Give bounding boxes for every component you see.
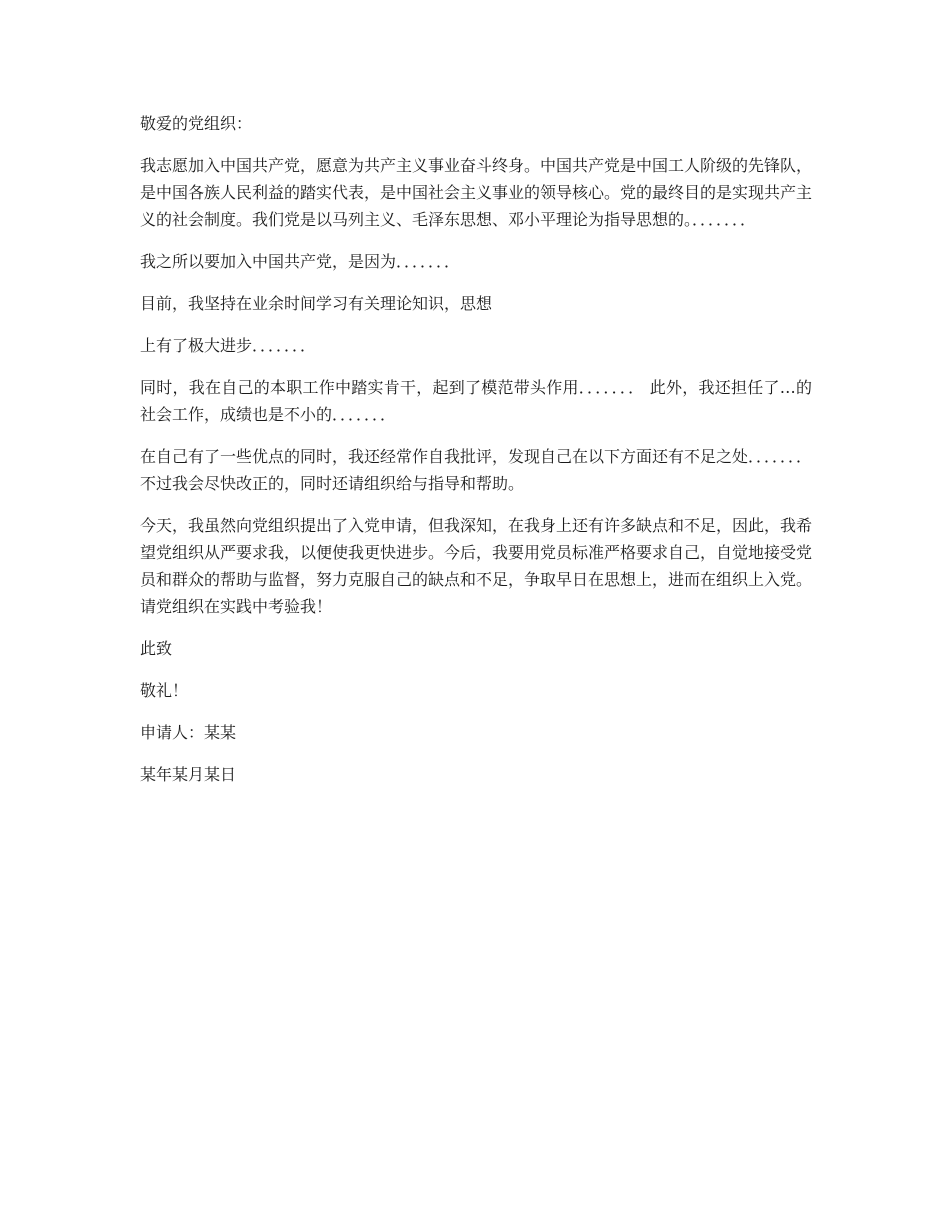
paragraph-6: 在自己有了一些优点的同时，我还经常作自我批评，发现自己在以下方面还有不足之处．．．．．．． 不过我会尽快改正的，同时还请组织给与指导和帮助。	[140, 447, 818, 493]
regards: 敬礼！	[140, 681, 189, 700]
application-letter	[140, 110, 818, 803]
applicant-signature: 申请人：某某	[140, 723, 237, 742]
closing: 此致	[140, 639, 173, 658]
salutation: 敬爱的党组织：	[140, 114, 253, 133]
paragraph-1: 我志愿加入中国共产党，愿意为共产主义事业奋斗终身。中国共产党是中国工人阶级的先锋队，是中国各族人民利益的踏实代表，是中国社会主义事业的领导核心。党的最终目的是实现共产主义的社会制度。我们党是以马列主义、毛泽东思想、邓小平理论为指导思想的。．．．．．．．	[140, 156, 813, 229]
paragraph-2: 我之所以要加入中国共产党，是因为．．．．．．．	[140, 252, 461, 271]
paragraph-5: 同时，我在自己的本职工作中踏实肯干，起到了模范带头作用．．．．．．． 此外，我还担任了…的社会工作，成绩也是不小的．．．．．．．	[140, 378, 812, 424]
paragraph-7: 今天，我虽然向党组织提出了入党申请，但我深知，在我身上还有许多缺点和不足，因此，我希望党组织从严要求我，以便使我更快进步。今后，我要用党员标准严格要求自己，自觉地接受党员和群众的帮助与监督，努力克服自己的缺点和不足，争取早日在思想上，进而在组织上入党。请党组织在实践中考验我！	[140, 516, 813, 616]
paragraph-4: 上有了极大进步．．．．．．．	[140, 336, 317, 355]
paragraph-3: 目前，我坚持在业余时间学习有关理论知识，思想	[140, 294, 493, 313]
date: 某年某月某日	[140, 765, 237, 784]
